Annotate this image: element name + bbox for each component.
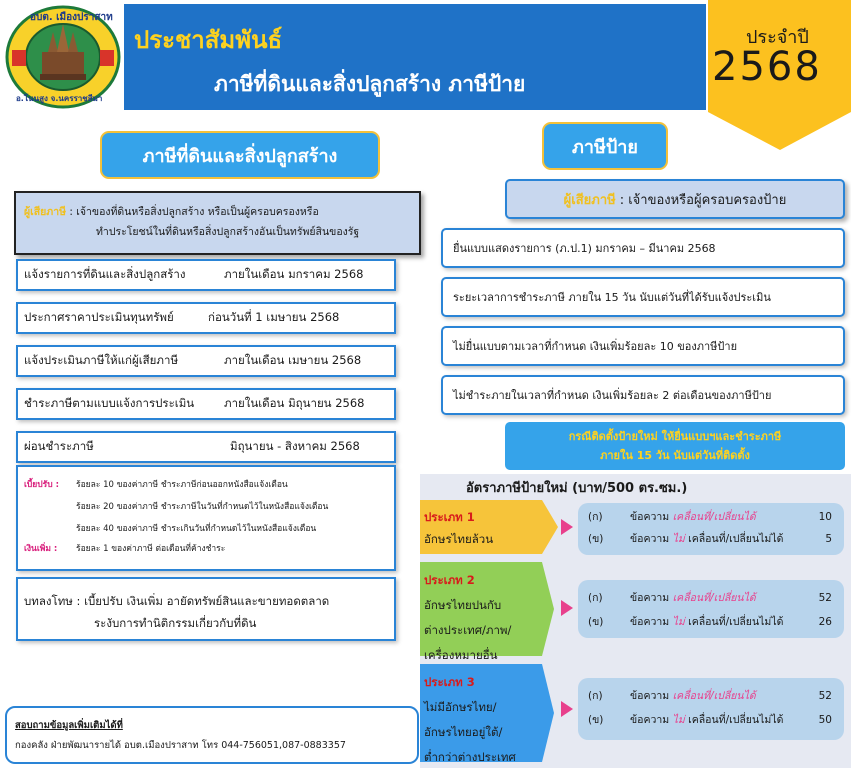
rate-amount: 5	[825, 533, 832, 545]
rate-highlight: ไม่	[672, 616, 685, 628]
schedule-value: มิถุนายน - สิงหาคม 2568	[230, 439, 360, 453]
sign-rule-row: ไม่ชำระภายในเวลาที่กำหนด เงินเพิ่มร้อยละ 2 ต่อเดือนของภาษีป้าย	[441, 375, 845, 415]
rate-amount: 52	[818, 592, 832, 604]
schedule-value: ก่อนวันที่ 1 เมษายน 2568	[208, 310, 340, 324]
rate-text	[630, 507, 756, 527]
schedule-row-installment	[16, 431, 396, 463]
land-taxpayer-line2: ทำประโยชน์ในที่ดินหรือสิ่งปลูกสร้างอันเป็นทรัพย์สินของรัฐ	[96, 226, 360, 238]
schedule-value: ภายในเดือน เมษายน 2568	[224, 353, 362, 367]
fines-box	[16, 465, 396, 571]
pointer-icon	[561, 519, 573, 535]
category-desc: อักษรไทยล้วน	[424, 532, 494, 546]
new-sign-line1: กรณีติดตั้งป้ายใหม่ ให้ยื่นแบบฯและชำระภาษี	[568, 430, 782, 443]
rate-highlight: ไม่	[672, 533, 685, 545]
rate-line	[588, 710, 838, 730]
schedule-row-declare	[16, 259, 396, 291]
category-desc: อักษรไทยอยู่ใต้/	[424, 725, 503, 739]
rate-word: ข้อความ	[630, 714, 670, 726]
contact-heading: สอบถามข้อมูลเพิ่มเติมได้ที่	[15, 720, 123, 731]
rate-text	[630, 588, 756, 608]
rate-text	[630, 686, 756, 706]
rate-line	[588, 529, 838, 549]
category-name: ประเภท 2	[424, 573, 475, 587]
sign-taxpayer-label: ผู้เสียภาษี	[563, 192, 616, 208]
fine-line: ร้อยละ 40 ของค่าภาษี ชำระเกินวันที่กำหนดไว้ในหนังสือแจ้งเตือน	[76, 524, 317, 534]
page-title: ประชาสัมพันธ์	[134, 26, 283, 54]
schedule-row-assessment	[16, 345, 396, 377]
rate-rest: เคลื่อนที่/เปลี่ยนไม่ได้	[688, 714, 784, 726]
rate-amount: 10	[818, 511, 832, 523]
sign-tax-title: ภาษีป้าย	[542, 122, 668, 170]
category-2	[420, 562, 542, 662]
category-desc: เครื่องหมายอื่น	[424, 648, 498, 662]
category-desc: ต่างประเทศ/ภาพ/	[424, 623, 512, 637]
rate-letter: (ก)	[588, 690, 603, 702]
penalty-line1: บทลงโทษ : เบี้ยปรับ เงินเพิ่ม อายัดทรัพย์สินและขายทอดตลาด	[24, 594, 330, 608]
rate-amount: 50	[818, 714, 832, 726]
penalty-box	[16, 577, 396, 641]
rate-word: ข้อความ	[630, 533, 670, 545]
pointer-icon	[561, 701, 573, 717]
category-name: ประเภท 3	[424, 675, 475, 689]
rate-line	[588, 612, 838, 632]
rate-line	[588, 588, 838, 608]
category-desc: อักษรไทยปนกับ	[424, 598, 502, 612]
pointer-icon	[561, 600, 573, 616]
penalty-line2: ระงับการทำนิติกรรมเกี่ยวกับที่ดิน	[94, 616, 257, 630]
rate-letter: (ข)	[588, 533, 604, 545]
rate-amount: 26	[818, 616, 832, 628]
rate-highlight: เคลื่อนที่/เปลี่ยนได้	[672, 592, 756, 604]
rate-letter: (ก)	[588, 592, 603, 604]
new-sign-line2: ภายใน 15 วัน นับแต่วันที่ติดตั้ง	[600, 449, 750, 462]
rate-word: ข้อความ	[630, 511, 670, 523]
rate-rest: เคลื่อนที่/เปลี่ยนไม่ได้	[688, 533, 784, 545]
rate-text	[630, 529, 783, 549]
category-1	[420, 500, 542, 554]
logo-text-top: อบต. เมืองปราสาท	[30, 12, 113, 23]
rate-letter: (ข)	[588, 616, 604, 628]
rate-text	[630, 612, 783, 632]
rate-word: ข้อความ	[630, 616, 670, 628]
schedule-label: ผ่อนชำระภาษี	[24, 439, 94, 453]
contact-box	[5, 706, 419, 764]
sign-taxpayer-text: : เจ้าของหรือผู้ครอบครองป้าย	[619, 192, 787, 208]
category-desc: ไม่มีอักษรไทย/	[424, 700, 497, 714]
rate-word: ข้อความ	[630, 592, 670, 604]
year-label: ประจำปี	[746, 27, 809, 48]
schedule-label: ชำระภาษีตามแบบแจ้งการประเมิน	[24, 396, 195, 410]
schedule-row-payment	[16, 388, 396, 420]
rate-amount: 52	[818, 690, 832, 702]
category-1-arrow	[542, 500, 558, 554]
schedule-label: แจ้งประเมินภาษีให้แก่ผู้เสียภาษี	[24, 353, 179, 367]
rate-word: ข้อความ	[630, 690, 670, 702]
surcharge-label: เงินเพิ่ม :	[24, 544, 58, 554]
category-3-arrow	[542, 664, 554, 762]
fine-line: ร้อยละ 10 ของค่าภาษี ชำระภาษีก่อนออกหนังสือแจ้งเตือน	[76, 480, 288, 490]
new-sign-notice	[505, 422, 845, 470]
rate-letter: (ก)	[588, 511, 603, 523]
category-2-rates	[578, 580, 844, 638]
rate-rest: เคลื่อนที่/เปลี่ยนไม่ได้	[688, 616, 784, 628]
category-desc: ต่ำกว่าต่างประเทศ	[424, 750, 516, 764]
rate-highlight: ไม่	[672, 714, 685, 726]
land-tax-title: ภาษีที่ดินและสิ่งปลูกสร้าง	[100, 131, 380, 179]
rate-title: อัตราภาษีป้ายใหม่ (บาท/500 ตร.ซม.)	[466, 481, 688, 496]
fine-label: เบี้ยปรับ :	[24, 480, 59, 490]
sign-rule-row: ไม่ยื่นแบบตามเวลาที่กำหนด เงินเพิ่มร้อยละ 10 ของภาษีป้าย	[441, 326, 845, 366]
category-3	[420, 664, 542, 762]
contact-details: กองคลัง ฝ่ายพัฒนารายได้ อบต.เมืองปราสาท โทร 044-756051,087-0883357	[15, 740, 346, 751]
category-3-rates	[578, 678, 844, 740]
year-number: 2568	[712, 44, 822, 90]
category-2-arrow	[542, 562, 554, 656]
land-taxpayer-box	[14, 191, 421, 255]
schedule-row-appraisal	[16, 302, 396, 334]
rate-line	[588, 686, 838, 706]
rate-line	[588, 507, 838, 527]
rate-highlight: เคลื่อนที่/เปลี่ยนได้	[672, 690, 756, 702]
schedule-value: ภายในเดือน มิถุนายน 2568	[224, 396, 365, 410]
schedule-value: ภายในเดือน มกราคม 2568	[224, 267, 364, 281]
land-taxpayer-line1: : เจ้าของที่ดินหรือสิ่งปลูกสร้าง หรือเป็นผู้ครอบครองหรือ	[69, 206, 319, 218]
schedule-label: ประกาศราคาประเมินทุนทรัพย์	[24, 310, 174, 324]
sign-rule-row: ยื่นแบบแสดงรายการ (ภ.ป.1) มกราคม – มีนาคม 2568	[441, 228, 845, 268]
rate-text	[630, 710, 783, 730]
fine-line: ร้อยละ 20 ของค่าภาษี ชำระภาษีในวันที่กำหนดไว้ในหนังสือแจ้งเตือน	[76, 502, 329, 512]
schedule-label: แจ้งรายการที่ดินและสิ่งปลูกสร้าง	[24, 267, 186, 281]
surcharge-line: ร้อยละ 1 ของค่าภาษี ต่อเดือนที่ค้างชำระ	[76, 544, 226, 554]
sign-rule-row: ระยะเวลาการชำระภาษี ภายใน 15 วัน นับแต่วันที่ได้รับแจ้งประเมิน	[441, 277, 845, 317]
page-subtitle: ภาษีที่ดินและสิ่งปลูกสร้าง ภาษีป้าย	[214, 72, 526, 96]
rate-highlight: เคลื่อนที่/เปลี่ยนได้	[672, 511, 756, 523]
category-1-rates	[578, 503, 844, 555]
sign-taxpayer-box	[505, 179, 845, 219]
rate-letter: (ข)	[588, 714, 604, 726]
logo-text-bottom: อ.โนนสูง จ.นครราชสีมา	[16, 94, 103, 103]
category-name: ประเภท 1	[424, 510, 475, 524]
land-taxpayer-label: ผู้เสียภาษี	[24, 206, 67, 218]
